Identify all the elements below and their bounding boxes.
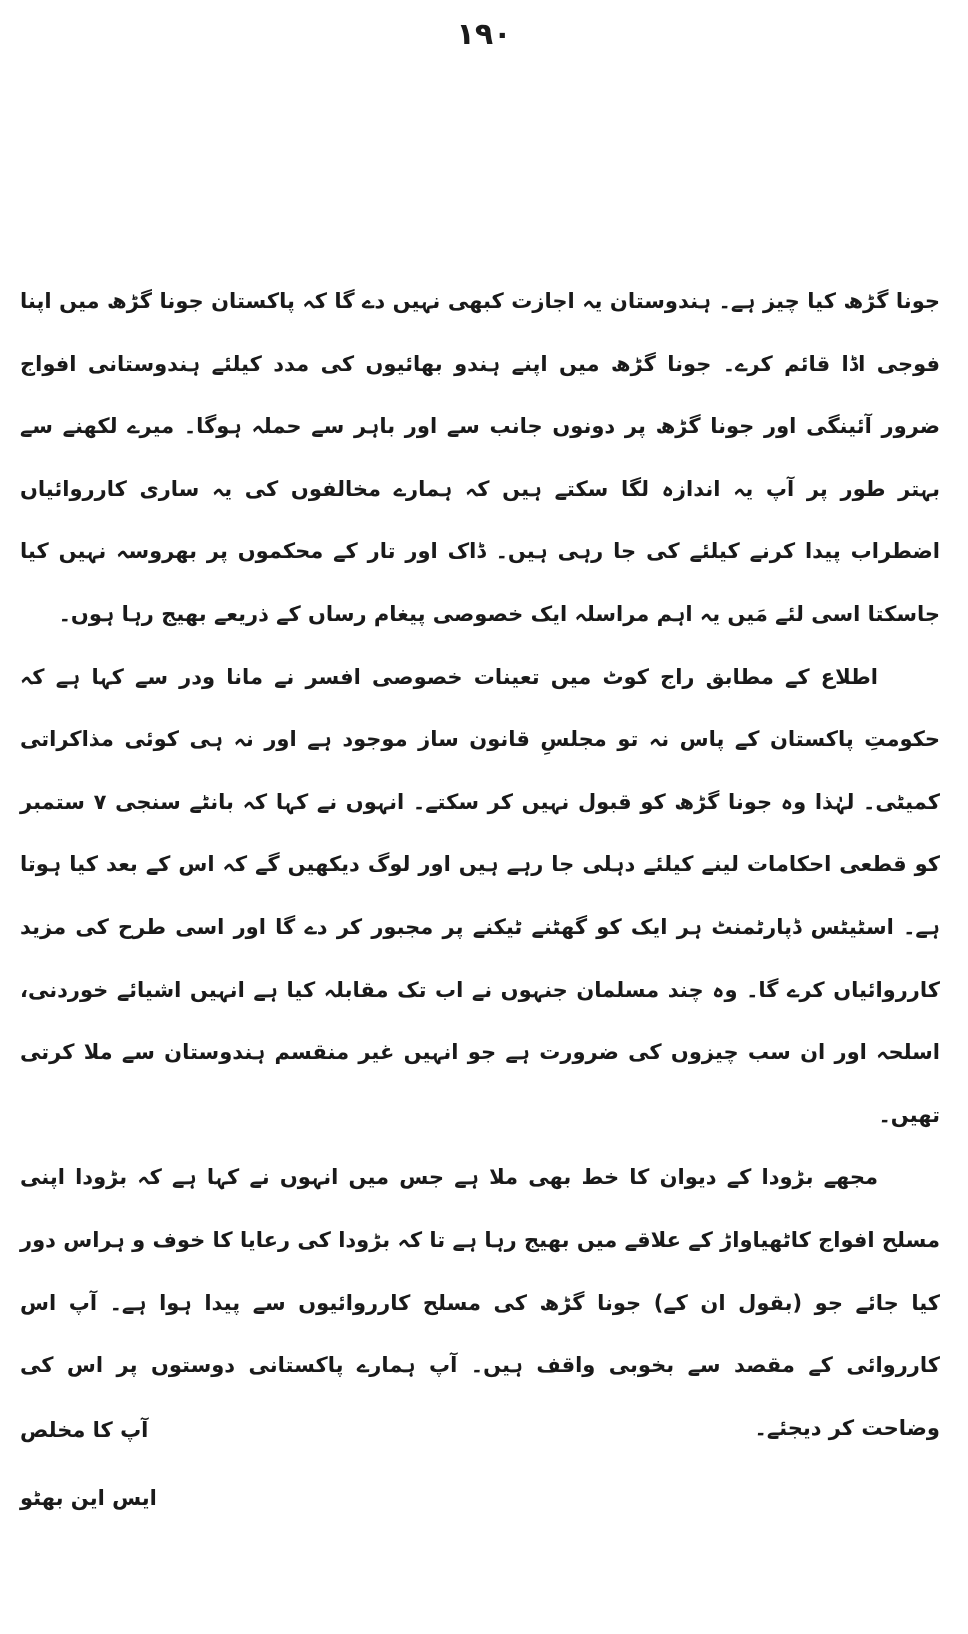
paragraph-1: جونا گڑھ کیا چیز ہے۔ ہندوستان یہ اجازت کبھی نہیں دے گا کہ پاکستان جونا گڑھ میں اپنا فوجی اڈا قائم کرے۔ جونا گڑھ میں اپنے ہندو بھائیوں کی مدد کیلئے ہندوستانی افواج ضرور آئینگی اور جونا گڑھ پر دونوں جانب سے اور باہر سے حملہ ہوگا۔ میرے لکھنے سے بہتر طور پر آپ یہ اندازہ لگا سکتے ہیں کہ ہمارے مخالفوں کی یہ ساری کارروائیاں اضطراب پیدا کرنے کیلئے کی جا رہی ہیں۔ ڈاک اور تار کے محکموں پر بھروسہ نہیں کیا جاسکتا اسی لئے مَیں یہ اہم مراسلہ ایک خصوصی پیغام رساں کے ذریعے بھیج رہا ہوں۔: [20, 289, 940, 626]
paragraph-2: اطلاع کے مطابق راج کوٹ میں تعینات خصوصی افسر نے مانا ودر سے کہا ہے کہ حکومتِ پاکستان کے پاس نہ تو مجلسِ قانون ساز موجود ہے اور نہ ہی کوئی مذاکراتی کمیٹی۔ لہٰذا وہ جونا گڑھ کو قبول نہیں کر سکتے۔ انہوں نے کہا کہ بانٹے سنجی ۷ ستمبر کو قطعی احکامات لینے کیلئے دہلی جا رہے ہیں اور لوگ دیکھیں گے کہ اس کے بعد کیا ہوتا ہے۔ اسٹیٹس ڈپارٹمنٹ ہر ایک کو گھٹنے ٹیکنے پر مجبور کر دے گا اور اسی طرح کی مزید کارروائیاں کرے گا۔ وہ چند مسلمان جنہوں نے اب تک مقابلہ کیا ہے انہیں اشیائے خوردنی، اسلحہ اور ان سب چیزوں کی ضرورت ہے جو انہیں غیر منقسم ہندوستان سے ملا کرتی تھیں۔: [20, 664, 941, 1127]
paragraph-3: مجھے بڑودا کے دیوان کا خط بھی ملا ہے جس میں انہوں نے کہا ہے کہ بڑودا اپنی مسلح افواج کاٹھیاواڑ کے علاقے میں بھیج رہا ہے تا کہ بڑودا کی رعایا کا خوف و ہراس دور کیا جائے جو (بقول ان کے) جونا گڑھ کی مسلح کارروائیوں سے پیدا ہوا ہے۔ آپ اس کارروائی کے مقصد سے بخوبی واقف ہیں۔ آپ ہمارے پاکستانی دوستوں پر اس کی وضاحت کر دیجئے۔: [20, 1165, 940, 1440]
closing-salutation: آپ کا مخلص: [20, 1418, 149, 1442]
signature-name: ایس این بھٹو: [20, 1486, 157, 1510]
letter-body: [20, 270, 940, 1459]
page-number: ۱۹۰: [456, 17, 512, 52]
